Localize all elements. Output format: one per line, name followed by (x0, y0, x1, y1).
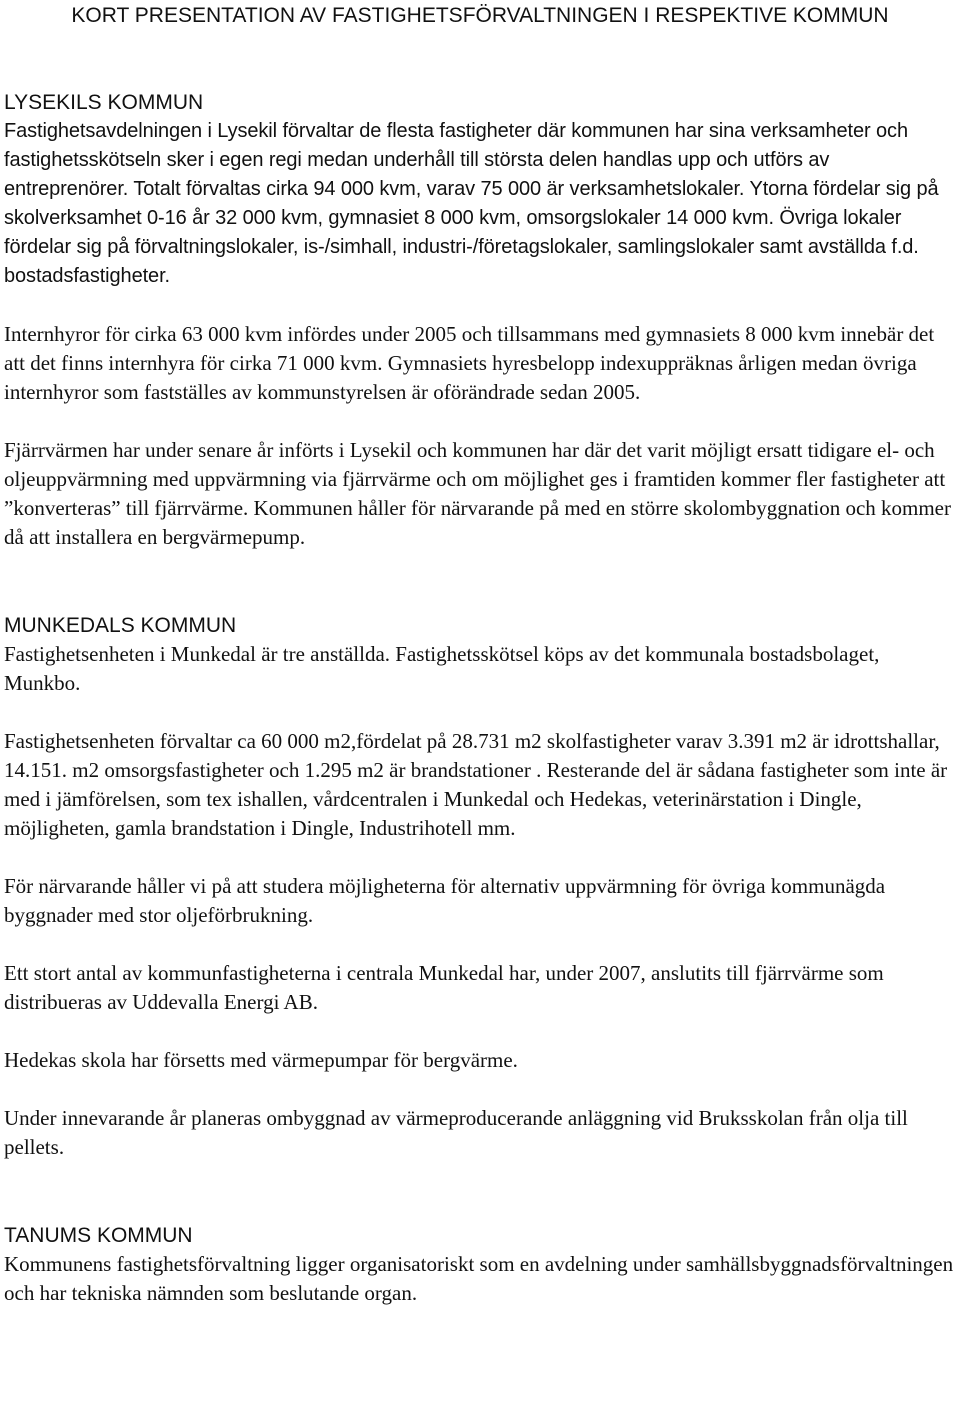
spacer (4, 552, 956, 611)
spacer (4, 1075, 956, 1104)
spacer (4, 30, 956, 88)
paragraph: Fjärrvärmen har under senare år införts i Lysekil och kommunen har där det varit möjligt ersatt tidigare el- och oljeuppvärmning med uppvärmning via fjärrvärme och om möjlighet ges i framtiden kommer fler fastigheter att ”konverteras” till fjärrvärme. Kommunen håller för närvarande på med en större skolombyggnation och kommer då att installera en bergvärmepump. (4, 438, 951, 549)
section-tanum (4, 1221, 956, 1308)
spacer (4, 930, 956, 959)
paragraph: Internhyror för cirka 63 000 kvm infördes under 2005 och tillsammans med gymnasiets 8 000 kvm innebär det att det finns internhyra för cirka 71 000 kvm. Gymnasiets hyresbelopp indexuppräknas årligen medan övriga internhyror som fastställes av kommunstyrelsen är oförändrade sedan 2005. (4, 322, 935, 404)
document-title: KORT PRESENTATION AV FASTIGHETSFÖRVALTNINGEN I RESPEKTIVE KOMMUN (71, 4, 889, 27)
section-munkedal (4, 611, 956, 1162)
section-heading-tanum: TANUMS KOMMUN (4, 1224, 193, 1247)
spacer (4, 843, 956, 872)
paragraph: Ett stort antal av kommunfastigheterna i centrala Munkedal har, under 2007, anslutits till fjärrvärme som distribueras av Uddevalla Energi AB. (4, 961, 884, 1014)
paragraph: Fastighetsenheten i Munkedal är tre anställda. Fastighetsskötsel köps av det kommunala bostadsbolaget, Munkbo. (4, 642, 880, 695)
spacer (4, 1162, 956, 1221)
spacer (4, 698, 956, 727)
paragraph: Hedekas skola har försetts med värmepumpar för bergvärme. (4, 1048, 518, 1072)
spacer (4, 291, 956, 320)
paragraph: Fastighetsenheten förvaltar ca 60 000 m2,fördelat på 28.731 m2 skolfastigheter varav 3.391 m2 är idrottshallar, 14.151. m2 omsorgsfastigheter och 1.295 m2 är brandstationer . Resterande del är sådana fastigheter som inte är med i jämförelsen, som tex ishallen, vårdcentralen i Munkedal och Hedekas, veterinärstation i Dingle, möjligheten, gamla brandstation i Dingle, Industrihotell mm. (4, 729, 948, 840)
section-lysekil (4, 88, 956, 552)
document-page (4, 0, 956, 1308)
spacer (4, 1017, 956, 1046)
section-heading-munkedal: MUNKEDALS KOMMUN (4, 614, 237, 637)
paragraph: Fastighetsavdelningen i Lysekil förvaltar de flesta fastigheter där kommunen har sina verksamheter och fastighetsskötseln sker i egen regi medan underhåll till största delen handlas upp och utförs av entreprenörer. Totalt förvaltas cirka 94 000 kvm, varav 75 000 är verksamhetslokaler. Ytorna fördelar sig på skolverksamhet 0-16 år 32 000 kvm, gymnasiet 8 000 kvm, omsorgslokaler 14 000 kvm. Övriga lokaler fördelar sig på förvaltningslokaler, is-/simhall, industri-/företagslokaler, samlingslokaler samt avställda f.d. bostadsfastigheter. (4, 120, 939, 287)
section-heading-lysekil: LYSEKILS KOMMUN (4, 91, 204, 114)
paragraph: Under innevarande år planeras ombyggnad av värmeproducerande anläggning vid Bruksskolan från olja till pellets. (4, 1106, 908, 1159)
paragraph: För närvarande håller vi på att studera möjligheterna för alternativ uppvärmning för övriga kommunägda byggnader med stor oljeförbrukning. (4, 874, 886, 927)
paragraph: Kommunens fastighetsförvaltning ligger organisatoriskt som en avdelning under samhällsbyggnadsförvaltningen och har tekniska nämnden som beslutande organ. (4, 1252, 954, 1305)
spacer (4, 407, 956, 436)
